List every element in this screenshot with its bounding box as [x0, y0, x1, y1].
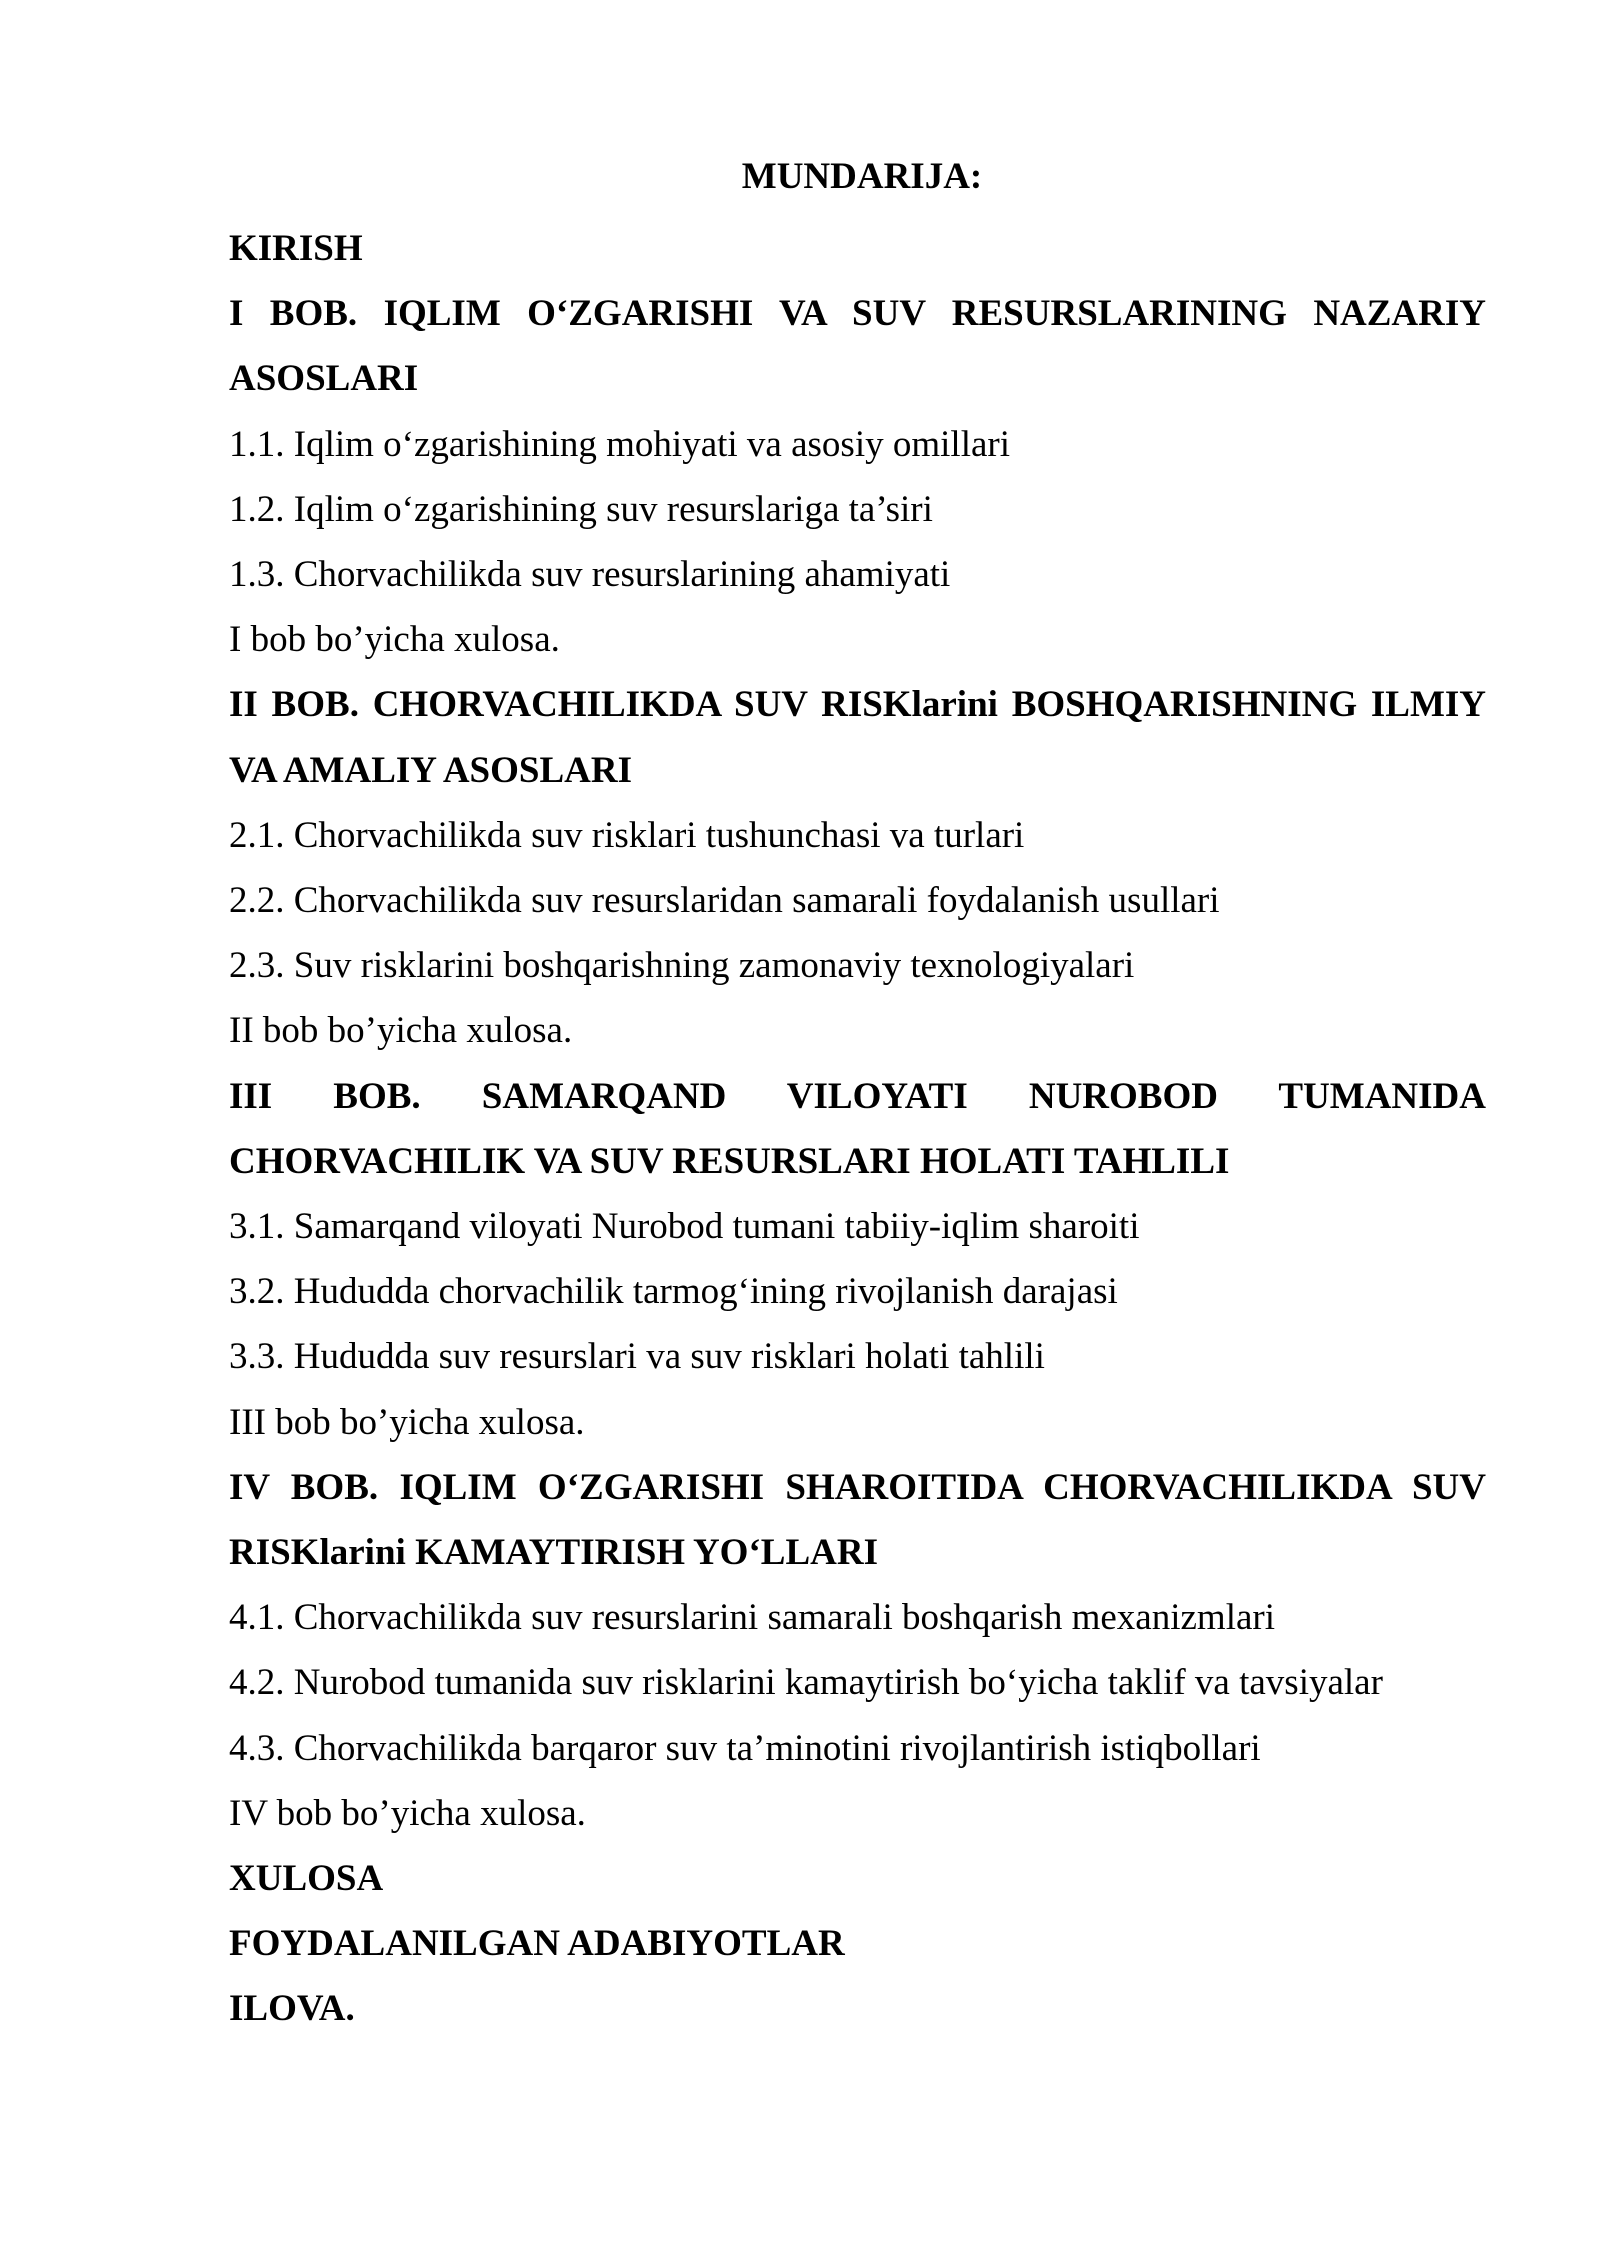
toc-chapter-4-heading: IV BOB. IQLIM O‘ZGARISHI SHAROITIDA CHORVACHILIKDA SUV: [229, 1466, 1486, 1508]
toc-chapter-3-heading-cont: CHORVACHILIK VA SUV RESURSLARI HOLATI TAHLILI: [229, 1140, 1230, 1182]
toc-chapter-2-heading: II BOB. CHORVACHILIKDA SUV RISKlarini BOSHQARISHNING ILMIY: [229, 684, 1486, 726]
toc-conclusion: XULOSA: [229, 1858, 384, 1900]
table-of-contents: [229, 216, 1486, 2042]
toc-section-3-2: 3.2. Hududda chorvachilik tarmog‘ining rivojlanish darajasi: [229, 1271, 1118, 1313]
toc-chapter-3-heading: III BOB. SAMARQAND VILOYATI NUROBOD TUMANIDA: [229, 1075, 1486, 1117]
toc-section-4-1: 4.1. Chorvachilikda suv resurslarini samarali boshqarish mexanizmlari: [229, 1597, 1276, 1639]
toc-section-4-2: 4.2. Nurobod tumanida suv risklarini kamaytirish bo‘yicha taklif va tavsiyalar: [229, 1662, 1383, 1704]
toc-chapter-3-conclusion: III bob bo’yicha xulosa.: [229, 1401, 585, 1443]
toc-entry-introduction: KIRISH: [229, 228, 363, 269]
toc-chapter-2-heading-cont: VA AMALIY ASOSLARI: [229, 749, 633, 791]
toc-section-4-3: 4.3. Chorvachilikda barqaror suv ta’minotini rivojlantirish istiqbollari: [229, 1727, 1261, 1769]
toc-section-1-2: 1.2. Iqlim o‘zgarishining suv resurslariga ta’siri: [229, 488, 933, 530]
toc-section-2-3: 2.3. Suv risklarini boshqarishning zamonaviy texnologiyalari: [229, 945, 1135, 987]
toc-section-1-1: 1.1. Iqlim o‘zgarishining mohiyati va asosiy omillari: [229, 423, 1010, 465]
toc-chapter-1-heading-cont: ASOSLARI: [229, 358, 419, 400]
toc-title: MUNDARIJA:: [741, 156, 983, 197]
toc-chapter-2-conclusion: II bob bo’yicha xulosa.: [229, 1010, 573, 1052]
toc-chapter-4-conclusion: IV bob bo’yicha xulosa.: [229, 1792, 586, 1834]
toc-section-2-1: 2.1. Chorvachilikda suv risklari tushunchasi va turlari: [229, 814, 1025, 856]
toc-chapter-1-heading: I BOB. IQLIM O‘ZGARISHI VA SUV RESURSLARINING NAZARIY: [229, 293, 1486, 335]
toc-appendix: ILOVA.: [229, 1988, 355, 2030]
toc-chapter-4-heading-cont: RISKlarini KAMAYTIRISH YO‘LLARI: [229, 1532, 878, 1574]
toc-references: FOYDALANILGAN ADABIYOTLAR: [229, 1923, 845, 1965]
toc-chapter-1-conclusion: I bob bo’yicha xulosa.: [229, 619, 560, 661]
toc-section-2-2: 2.2. Chorvachilikda suv resurslaridan samarali foydalanish usullari: [229, 880, 1220, 922]
toc-section-1-3: 1.3. Chorvachilikda suv resurslarining ahamiyati: [229, 554, 951, 596]
toc-section-3-3: 3.3. Hududda suv resurslari va suv risklari holati tahlili: [229, 1336, 1045, 1378]
toc-section-3-1: 3.1. Samarqand viloyati Nurobod tumani tabiiy-iqlim sharoiti: [229, 1206, 1140, 1248]
